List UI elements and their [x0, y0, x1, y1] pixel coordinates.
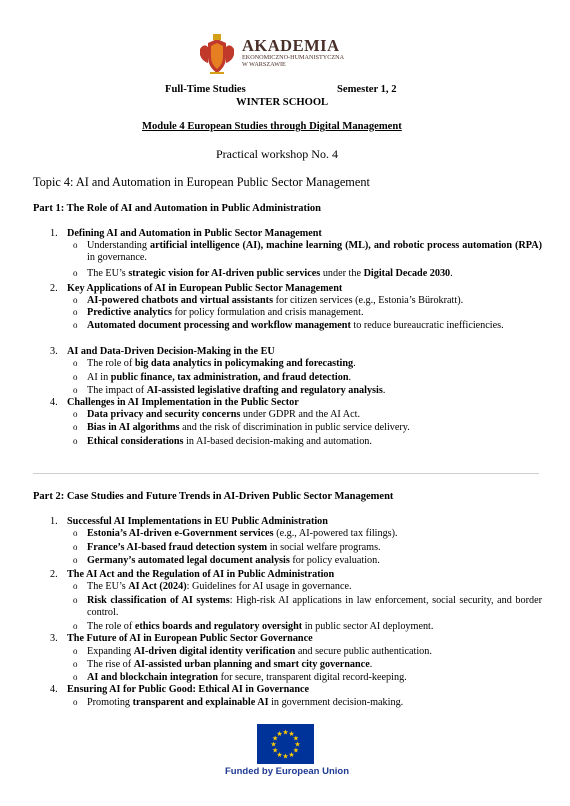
- bullet-point: o Predictive analytics for policy formulation and crisis management.: [73, 307, 364, 318]
- module-title: Module 4 European Studies through Digital Management: [142, 121, 402, 132]
- bullet-icon: o: [73, 621, 78, 631]
- bullet-point: o France’s AI-based fraud detection system in social welfare programs.: [73, 542, 381, 553]
- svg-text:★: ★: [270, 740, 277, 749]
- svg-text:★: ★: [294, 740, 301, 749]
- bullet-point: o The role of ethics boards and regulatory oversight in public sector AI deployment.: [73, 621, 434, 632]
- item-number: 3.: [50, 346, 58, 357]
- bullet-icon: o: [73, 697, 78, 707]
- eu-flag: [257, 724, 314, 764]
- item-number: 4.: [50, 684, 58, 695]
- svg-text:★: ★: [288, 730, 295, 739]
- item-number: 1.: [50, 516, 58, 527]
- svg-text:★: ★: [271, 734, 279, 743]
- bullet-icon: o: [73, 555, 78, 565]
- logo-subtitle-2: W WARSZAWIE: [242, 61, 286, 68]
- bullet-icon: o: [73, 372, 78, 382]
- bullet-icon: o: [73, 528, 78, 538]
- svg-text:★: ★: [271, 746, 279, 755]
- svg-text:★: ★: [276, 730, 283, 739]
- bullet-point: o AI and blockchain integration for secure, transparent digital record-keeping.: [73, 672, 407, 683]
- bullet-point: o The rise of AI-assisted urban planning and smart city governance.: [73, 659, 373, 670]
- bullet-icon: o: [73, 295, 78, 305]
- bullet-icon: o: [73, 672, 78, 682]
- item-heading: Defining AI and Automation in Public Sector Management: [67, 228, 322, 239]
- item-number: 3.: [50, 633, 58, 644]
- bullet-icon: o: [73, 240, 78, 250]
- bullet-icon: o: [73, 385, 78, 395]
- bullet-point: o The EU’s AI Act (2024): Guidelines for AI usage in governance.: [73, 581, 352, 592]
- item-heading: Ensuring AI for Public Good: Ethical AI in Governance: [67, 684, 310, 695]
- item-number: 2.: [50, 283, 58, 294]
- bullet-icon: o: [73, 659, 78, 669]
- bullet-point: o Estonia’s AI-driven e-Government services (e.g., AI-powered tax filings).: [73, 528, 398, 539]
- svg-text:★: ★: [282, 752, 289, 761]
- bullet-point: o Ethical considerations in AI-based decision-making and automation.: [73, 436, 372, 447]
- item-heading: Successful AI Implementations in EU Public Administration: [67, 516, 328, 527]
- crest-icon: [196, 33, 238, 77]
- semester: Semester 1, 2: [337, 84, 397, 95]
- item-number: 4.: [50, 397, 58, 408]
- svg-text:★: ★: [288, 750, 295, 759]
- part1-title: Part 1: The Role of AI and Automation in Public Administration: [33, 203, 322, 214]
- item-heading: AI and Data-Driven Decision-Making in the EU: [67, 346, 275, 357]
- bullet-point: o Automated document processing and workflow management to reduce bureaucratic inefficiencies.: [73, 320, 504, 331]
- bullet-icon: o: [73, 422, 78, 432]
- funding-note: Funded by European Union: [224, 766, 350, 777]
- bullet-point: o Expanding AI-driven digital identity verification and secure public authentication.: [73, 646, 432, 657]
- bullet-icon: o: [73, 268, 78, 278]
- item-heading: Key Applications of AI in European Public Sector Management: [67, 283, 343, 294]
- item-number: 1.: [50, 228, 58, 239]
- svg-text:★: ★: [292, 746, 300, 755]
- item-number: 2.: [50, 569, 58, 580]
- bullet-point: o Data privacy and security concerns under GDPR and the AI Act.: [73, 409, 361, 420]
- bullet-point: o The EU’s strategic vision for AI-driven public services under the Digital Decade 2030.: [73, 268, 453, 279]
- item-heading: Challenges in AI Implementation in the Public Sector: [67, 397, 299, 408]
- bullet-point: o Bias in AI algorithms and the risk of discrimination in public service delivery.: [73, 422, 410, 433]
- bullet-icon: o: [73, 436, 78, 446]
- bullet-point: o AI in public finance, tax administration, and fraud detection.: [73, 372, 352, 383]
- part2-title: Part 2: Case Studies and Future Trends in AI-Driven Public Sector Management: [33, 491, 394, 502]
- logo-name: AKADEMIA: [242, 36, 340, 55]
- bullet-point: o The impact of AI-assisted legislative drafting and regulatory analysis.: [73, 385, 386, 396]
- bullet-icon: o: [73, 595, 78, 605]
- study-mode: Full-Time Studies: [165, 84, 246, 95]
- bullet-point: o Risk classification of AI systems: High-risk AI applications in law enforcement, social security, and border control.: [73, 595, 542, 618]
- bullet-point: o Germany’s automated legal document analysis for policy evaluation.: [73, 555, 380, 566]
- svg-text:★: ★: [282, 728, 289, 737]
- bullet-icon: o: [73, 409, 78, 419]
- bullet-point: o AI-powered chatbots and virtual assistants for citizen services (e.g., Estonia’s Bürokratt).: [73, 295, 464, 306]
- item-heading: The AI Act and the Regulation of AI in Public Administration: [67, 569, 335, 580]
- bullet-icon: o: [73, 307, 78, 317]
- workshop-title: Practical workshop No. 4: [216, 147, 338, 161]
- bullet-point: o The role of big data analytics in policymaking and forecasting.: [73, 358, 356, 369]
- bullet-icon: o: [73, 320, 78, 330]
- bullet-icon: o: [73, 646, 78, 656]
- section-divider: [33, 473, 539, 474]
- svg-text:★: ★: [276, 750, 283, 759]
- bullet-point: o Understanding artificial intelligence (AI), machine learning (ML), and robotic process automation (RPA) in governance.: [73, 240, 542, 263]
- bullet-point: o Promoting transparent and explainable AI in government decision-making.: [73, 697, 404, 708]
- logo-subtitle: EKONOMICZNO-HUMANISTYCZNA: [242, 54, 345, 61]
- bullet-icon: o: [73, 581, 78, 591]
- topic-title: Topic 4: AI and Automation in European Public Sector Management: [33, 175, 370, 189]
- item-heading: The Future of AI in European Public Sector Governance: [67, 633, 313, 644]
- svg-text:★: ★: [292, 734, 300, 743]
- school-name: WINTER SCHOOL: [236, 97, 329, 108]
- university-logo: [196, 33, 376, 79]
- bullet-icon: o: [73, 542, 78, 552]
- bullet-icon: o: [73, 358, 78, 368]
